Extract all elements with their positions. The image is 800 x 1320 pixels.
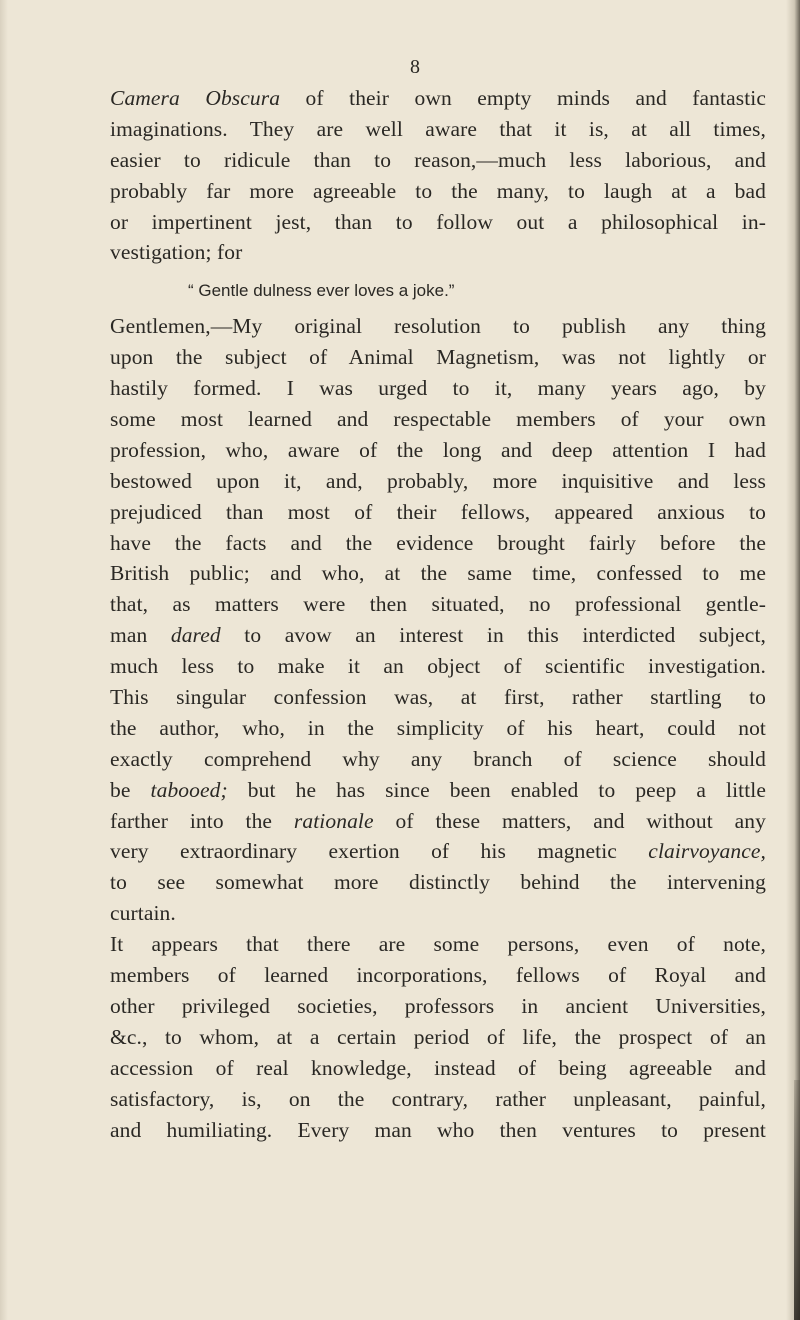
- text-segment: It appears that there are some persons, even of note,: [110, 932, 766, 957]
- text-line: [110, 744, 766, 775]
- italic-text: clairvoyance,: [648, 839, 766, 864]
- text-line: [110, 373, 766, 404]
- text-segment: easier to ridicule than to reason,—much less laborious, and: [110, 147, 766, 172]
- text-segment: curtain.: [110, 901, 176, 926]
- text-line: [110, 497, 766, 528]
- text-line: [110, 145, 766, 176]
- italic-text: Camera Obscura: [110, 86, 281, 110]
- text-line: [110, 867, 766, 898]
- text-segment: have the facts and the evidence brought fairly before the: [110, 530, 766, 555]
- text-segment: vestigation; for: [110, 240, 243, 265]
- text-segment: be: [110, 777, 151, 802]
- text-segment: the author, who, in the simplicity of his heart, could not: [110, 715, 766, 740]
- text-segment: profession, who, aware of the long and deep attention I had: [110, 437, 766, 462]
- text-segment: of their own empty minds and fantastic: [280, 86, 767, 110]
- text-segment: much less to make it an object of scientific investigation.: [110, 654, 766, 679]
- text-line: [110, 404, 766, 435]
- text-line: [110, 960, 766, 991]
- text-line: [110, 898, 766, 929]
- text-segment: to see somewhat more distinctly behind the intervening: [110, 870, 766, 895]
- text-segment: of these matters, and without any: [373, 808, 766, 833]
- text-line: [110, 929, 766, 960]
- text-line: [110, 651, 766, 682]
- text-line: [110, 1053, 766, 1084]
- text-line: [110, 991, 766, 1022]
- text-segment: other privileged societies, professors in ancient Universities,: [110, 993, 766, 1018]
- text-segment: &c., to whom, at a certain period of life, the prospect of an: [110, 1024, 766, 1049]
- italic-text: tabooed;: [150, 777, 228, 802]
- text-segment: very extraordinary exertion of his magnetic: [110, 839, 649, 864]
- text-line: [110, 589, 766, 620]
- page-number: 8: [410, 56, 420, 78]
- text-line: [110, 83, 766, 114]
- text-line: [110, 558, 766, 589]
- italic-text: rationale: [293, 808, 374, 833]
- binding-shadow: [794, 1080, 800, 1320]
- text-segment: members of learned incorporations, fellows of Royal and: [110, 963, 766, 988]
- text-segment: some most learned and respectable members of your own: [110, 407, 766, 432]
- text-segment: but he has since been enabled to peep a little: [227, 777, 767, 802]
- paragraph-gentlemen: [110, 311, 766, 1145]
- text-line: [110, 466, 766, 497]
- text-line: [110, 237, 766, 268]
- text-line: [110, 620, 766, 651]
- text-line: [110, 713, 766, 744]
- text-line: [110, 806, 766, 837]
- text-line: [110, 528, 766, 559]
- text-line: [110, 342, 766, 373]
- text-segment: imaginations. They are well aware that it is, at all times,: [110, 116, 766, 141]
- text-segment: to avow an interest in this interdicted subject,: [220, 623, 766, 648]
- text-line: [110, 775, 766, 806]
- text-line: [110, 1084, 766, 1115]
- text-line: [110, 311, 766, 342]
- text-segment: probably far more agreeable to the many, to laugh at a bad: [110, 178, 766, 203]
- text-segment: Gentlemen,—My original resolution to publish any thing: [110, 314, 766, 339]
- text-line: [110, 435, 766, 466]
- text-segment: bestowed upon it, and, probably, more inquisitive and less: [110, 468, 766, 493]
- text-segment: British public; and who, at the same time, confessed to me: [110, 561, 766, 586]
- text-segment: upon the subject of Animal Magnetism, was not lightly or: [110, 345, 766, 370]
- text-segment: This singular confession was, at first, rather startling to: [110, 685, 766, 710]
- text-segment: hastily formed. I was urged to it, many years ago, by: [110, 376, 766, 401]
- text-segment: exactly comprehend why any branch of science should: [110, 746, 766, 771]
- body-text: [110, 83, 766, 1145]
- page-left-shadow: [0, 0, 8, 1320]
- paragraph-opening: [110, 83, 766, 268]
- text-line: [110, 114, 766, 145]
- italic-text: dared: [170, 623, 221, 648]
- text-segment: satisfactory, is, on the contrary, rather unpleasant, painful,: [110, 1086, 766, 1111]
- text-segment: man: [110, 623, 171, 648]
- text-line: [110, 682, 766, 713]
- text-line: [110, 836, 766, 867]
- text-line: [110, 1022, 766, 1053]
- text-segment: or impertinent jest, than to follow out a philosophical in-: [110, 209, 766, 234]
- text-line: [110, 176, 766, 207]
- text-segment: farther into the: [110, 808, 294, 833]
- text-segment: prejudiced than most of their fellows, appeared anxious to: [110, 499, 766, 524]
- quotation: “ Gentle dulness ever loves a joke.”: [188, 281, 455, 301]
- text-segment: that, as matters were then situated, no professional gentle-: [110, 592, 766, 617]
- text-segment: accession of real knowledge, instead of being agreeable and: [110, 1055, 766, 1080]
- text-line: [110, 1115, 766, 1146]
- text-segment: and humiliating. Every man who then ventures to present: [110, 1117, 766, 1142]
- text-line: [110, 207, 766, 238]
